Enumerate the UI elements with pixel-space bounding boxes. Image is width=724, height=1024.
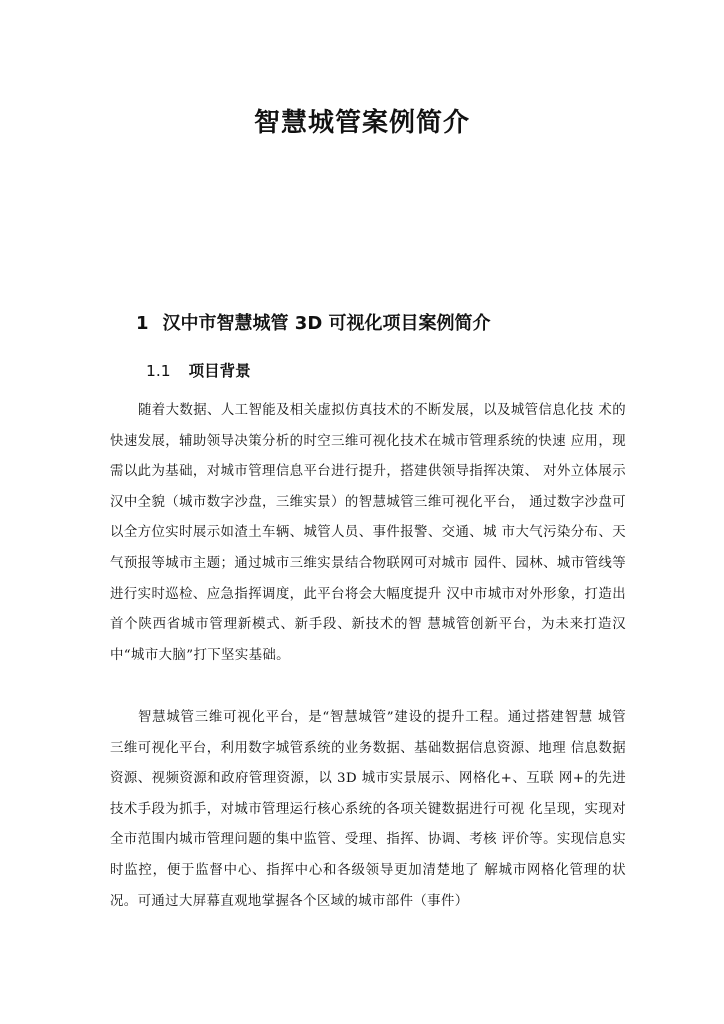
paragraph-platform: 智慧城管三维可视化平台，是“智慧城管”建设的提升工程。通过搭建智慧 城管三维可视化平台，利用数字城管系统的业务数据、基础数据信息资源、地理 信息数据资源、视频资源和政府管理资源，以 3D 城市实景展示、网格化+、互联 网+的先进技术手段为抓手，对城市管理运行核心系统的各项关键数据进行可视 化呈现，实现对全市范围内城市管理问题的集中监管、受理、指挥、协调、考核 评价等。实现信息实时监控，便于监督中心、指挥中心和各级领导更加清楚地了 解城市网格化管理的状况。可通过大屏幕直观地掌握各个区域的城市部件（事件） bbox=[110, 710, 626, 909]
subsection-heading bbox=[146, 359, 251, 383]
subsection-number: 1.1 bbox=[146, 362, 171, 380]
section-heading bbox=[136, 310, 491, 338]
subsection-title: 项目背景 bbox=[188, 362, 251, 380]
section-title: 汉中市智慧城管 3D 可视化项目案例简介 bbox=[162, 313, 491, 334]
paragraph-background: 随着大数据、人工智能及相关虚拟仿真技术的不断发展，以及城管信息化技 术的快速发展，辅助领导决策分析的时空三维可视化技术在城市管理系统的快速 应用，现需以此为基础，对城市管理信息平台进行提升，搭建供领导指挥决策、 对外立体展示汉中全貌（城市数字沙盘，三维实景）的智慧城管三维可视化平台， 通过数字沙盘可以全方位实时展示如渣土车辆、城管人员、事件报警、交通、城 市大气污染分布、天气预报等城市主题；通过城市三维实景结合物联网可对城市 园件、园林、城市管线等进行实时巡检、应急指挥调度，此平台将会大幅度提升 汉中市城市对外形象，打造出首个陕西省城市管理新模式、新手段、新技术的智 慧城管创新平台，为未来打造汉中“城市大脑”打下坚实基础。 bbox=[110, 403, 626, 663]
document-title: 智慧城管案例简介 bbox=[253, 108, 470, 138]
section-number: 1 bbox=[136, 313, 149, 334]
